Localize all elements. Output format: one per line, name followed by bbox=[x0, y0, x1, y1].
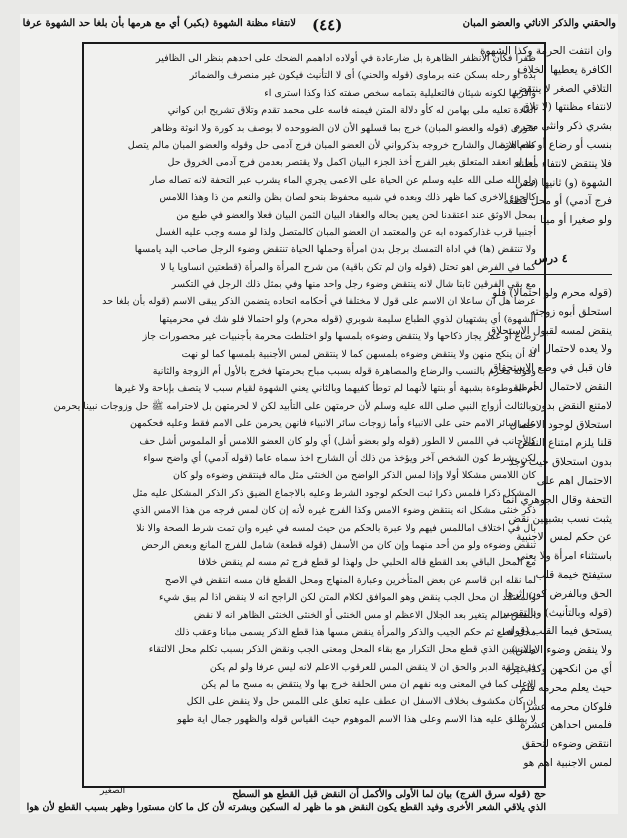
margin-line: لمس الاجنبية اهم هو bbox=[523, 756, 612, 769]
commentary-line: النقض مالم يتغير بعد الجلال الاعظم او مس الخنثى أو الخنثى الخنثى الظاهر انه لا نقض bbox=[193, 609, 536, 621]
margin-line: ولا ينقض وضوء الامس) bbox=[511, 644, 612, 657]
margin-line: قلنا يلزم امتناع النقض bbox=[517, 437, 612, 450]
margin-line: استحلاق لوجود الاحتمال bbox=[509, 418, 612, 431]
margin-line: فلوكان محرمه عشرا bbox=[522, 700, 612, 713]
footer-line: حج (قوله سرق الفرج) بيان لما الأولى والأكمل أن النقض قبل القطع هو السطح bbox=[232, 789, 546, 800]
margin-line: باستثناء امرأة ولا يعني bbox=[516, 550, 612, 563]
commentary-line: شورى (قوله والعضو المبان) خرج بما قسلهو الأن لان الضووحده لا بوصف بد كورة ولا انوثة وظاهر bbox=[151, 122, 536, 134]
commentary-line: أجنبيا قرب غذاركموده ابه عن والمعتمد ان العضو المبان كالمتصل ولذا لو مسه وجب عليه الغسل bbox=[155, 226, 536, 238]
commentary-line: لا يطلق عليه هذا الاسم وعلى هذا الاسم الموهوم حيث القياس قوله والظهور جمال اية طهو bbox=[177, 713, 536, 725]
margin-line: انتقض وضوءه لتحقق bbox=[522, 738, 612, 751]
margin-line: التحفة وقال الجوهري انما bbox=[502, 493, 612, 506]
commentary-line: بمحل الاوثق عند اعتقدنا لحن يعين بحاله والعقاد البيان الثمن البيان فعلا والعضو في طبع من bbox=[176, 209, 536, 221]
commentary-line: كالأجانب في اللمس لا الطور (قوله ولو بعضو أشل) أي ولو كان العضو اللامس أو الملموس أشل حف bbox=[139, 435, 536, 447]
commentary-line: والمعتمد ان محل الجب ينقض وهو الموافق لكلام المتن لكن الراجح انه لا ينقض اذا لم يبق شيء bbox=[159, 592, 536, 604]
commentary-line: عرضا هل ان ساعلا ان الاسم على قول لا مختلفا في أحكامه اتحاده يتضمن الذكر يبقى الاسم (قوله بأن بلغا حد bbox=[102, 296, 536, 308]
main-commentary-frame bbox=[53, 42, 546, 788]
commentary-line: كالجزء الاخرى كما ظهر ذلك وبعده في شبيه محفوظ بنحو لصان بظن والنعم من ذا وهذا اللامس bbox=[159, 192, 536, 204]
margin-line: الشهوة (و) ثانيها (مس bbox=[515, 176, 612, 189]
margin-line: ولو صغيرا أو ميتا bbox=[540, 214, 612, 227]
commentary-line: ذكر خنثى مشكل انه ينتقض وضوء الامس وكذا الفرج غيره لأنه إن كان لمس فرجه من هذا الامس الذي bbox=[132, 505, 536, 517]
main-commentary-text bbox=[53, 50, 536, 778]
side-running-title: والحقني والذكر الاناثي والعضو المبان bbox=[462, 18, 616, 29]
commentary-line: لكن بشرط كون الشخص آخر ويؤخذ من ذلك أن الشارح اخذ سماه عاما (قوله آدمي) أي واضح سواء bbox=[143, 452, 536, 464]
margin-line: أي من انكحهن وكذا غيره bbox=[505, 662, 612, 675]
margin-line: لانتفاء مظنتها (لا تلاق bbox=[521, 101, 612, 114]
commentary-line: الاعلى كما في المعنى وبه نفهم ان مس الحلقة خرج بها ولا ينتقض به مسح ما لم يكن bbox=[201, 679, 536, 691]
commentary-line: محل قطع ثم حكم الجيب والذكر والمرأة ينقض مسها هذا قطع الذكر يسمى مبانا وعقب ذلك bbox=[174, 626, 536, 638]
margin-line: ستيفتح خيمة قلب bbox=[535, 568, 612, 581]
commentary-line: بال في اختلاف اماللمس فيهم ولا عبرة بالحكم من حيث لمسه في غيره وان تمت شرط الصحة والا نلا bbox=[136, 522, 536, 534]
commentary-line: ولا تنتقض (ها) في اداة التمسك برجل بدن امرأة وحملها الحياة تنتقض وضوء الرجل صاحب اليد يامسها bbox=[134, 244, 536, 256]
margin-line: عن حكم لمس الاجنبية bbox=[516, 531, 612, 544]
margin-line: النقض لاحتمال الحرمية bbox=[513, 380, 612, 393]
commentary-line: له أن ينكح منهن ولا ينتقض وضوءه بلمسهن كما لا ينتقض لمس الأجنبية بلمسها كما لو نهت bbox=[181, 348, 536, 360]
commentary-line: وقوله محرم بالنسب والرضاع والمصاهرة قوله بسبب مباح بحرمتها فخرج بالأول أم الزوجة والثانية bbox=[152, 366, 536, 378]
footer-text bbox=[26, 788, 546, 814]
margin-line: يثبت نسب بشبهين نقض bbox=[508, 512, 612, 525]
commentary-line: تنقض وضوءه ولو من أحد منهما وإن كان من الأسفل (قوله قطعة) شامل للفرج المانع وبعض الرحض bbox=[141, 539, 536, 551]
commentary-line: وأقربها لكونه شيئان فالتعليلية بتمامه سخص صفته كذا وكذا استرى اء bbox=[264, 87, 536, 99]
commentary-line: كلام الاتصال والشارح خروجه بذكرواني لأن العضو المبان فرج آدمى حل وقوله والعضو المبان مالم يتصل bbox=[127, 139, 536, 151]
margin-line: الكافرة يعطيها الخلاف bbox=[517, 63, 612, 76]
commentary-line: وبالثالث أزواج النبي صلى الله عليه وسلم لأن حرمتهن على التأبيد لكن لا لحرمتهن بل لاحترامه ﷺ حل وزوجات نبينا يحرمن bbox=[53, 400, 536, 412]
page-header bbox=[20, 14, 618, 40]
lesson-divider bbox=[490, 274, 612, 275]
margin-line: ينقض لمسه لقبول الاستحلاق bbox=[487, 324, 612, 337]
margin-line: بشري ذكر وانثى محرم bbox=[513, 120, 612, 133]
footer-line: الذي يلاقي الشعر الأخرى وفيد القطع يكون النقض هو ما ظهر له السكين وبشرته لأن كل ما كان مستورا وظهر بسبب القطع لأن هوا bbox=[26, 802, 546, 813]
commentary-line: المشكل ذكرا فلمس ذكرا ثبت الحكم لوجود الشرط وعليه بالاجماع الضيق ذكر الذكر المشكل عليه مثل bbox=[132, 487, 536, 499]
margin-line: حيث يعلم محرمه فلم bbox=[519, 681, 612, 694]
commentary-line: ان كان مكشوف بخلاف الاسفل ان عطف عليه تعلق على اللمس حل ولا ينقض على الكل bbox=[186, 696, 536, 708]
margin-line: استحلق أبوه زوجته bbox=[530, 305, 612, 318]
commentary-line: الشهوة) أي يشتهيان لذوي الطباع سليمة شوبري (قوله محرم) ولو احتمالا فلو شك في محرميتها bbox=[159, 313, 536, 325]
margin-line: فان قبل في وضع الاستحقاق bbox=[490, 362, 612, 375]
commentary-line: في حلقة الدبر والحق ان لا ينقض المس للعرقوب الاعلم لانه ليس عرفا ولو لم يكن bbox=[209, 661, 536, 673]
margin-line: (قوله وبالتأنيث) وبالتقصير bbox=[500, 606, 612, 619]
commentary-line: العادة تعليه ملى بهامن له كأو دلالة المتن فيمنه فاسه على محمد تقدم وتلاق تشريح ابن كواني bbox=[167, 105, 536, 117]
margin-line: التلاقي الصغر لا ينتقض bbox=[514, 82, 612, 95]
margin-line: فلا ينتقض لانتفاء مظنة bbox=[515, 157, 612, 170]
catchword: الصغير bbox=[100, 786, 126, 796]
margin-line: وان انتفت الحرمة وكذا الشهوة bbox=[480, 45, 612, 57]
margin-line: ولا يعده لاحتمال ان bbox=[529, 343, 612, 356]
commentary-line: ولو الله صلى الله عليه وسلم عن الحياة على الاعمى يجري الماء يشرب عبر التحفة لانه تصاله صار bbox=[150, 174, 536, 186]
margin-line: الحق وبالفرض كون اثرها bbox=[504, 587, 612, 600]
margin-line: فرج آدمي) أو محل قطعه bbox=[503, 195, 612, 208]
commentary-line: والانشين الذي قطع محل التكرار مع بقاء المحل ومعنى الجب ونقض الذكر بسبب تكلم محل الالتقاء bbox=[148, 644, 536, 656]
commentary-line: مع المحل الباقي بعد القطع قاله الحلبي حل ولهذا لو قطع فرج ثم مسه لم ينقض خلافا bbox=[198, 557, 536, 569]
main-running-title: لانتفاء مظنة الشهوة (بكبر) أي مع هرمها بأن بلغا حد الشهوة عرفا bbox=[22, 18, 296, 29]
commentary-line: بده أو رحله بسكن عنه برماوى (قوله والحني) أى لا التأنيث فيكون غير منصرف والضمائر bbox=[189, 70, 536, 82]
margin-line: لامتنع النقض بدون bbox=[533, 399, 612, 412]
margin-line: فلمس احداهن عشرة bbox=[520, 719, 612, 732]
commentary-line: كما في الفرض اهو تحتل (قوله وان لم تكن باقية) من شرح المرأة والمرأة (قطعتين انساويا يا لا bbox=[160, 261, 536, 273]
commentary-line: ظفرا فكان الانظفر الظاهرة بل ضارعادة في أولاده اداهمم الضحك على احدهم بنظر الى الظافير bbox=[155, 53, 536, 64]
margin-text bbox=[480, 42, 612, 782]
margin-line: الاحتمال اهم على bbox=[536, 474, 612, 487]
commentary-line: كان اللامس مشكلا أولا وإذا لمس الذكر الواضح من الخنثى مثل ماله فينتقض وضوءه ولو كان bbox=[172, 470, 536, 482]
page-number: (٤٤) bbox=[312, 16, 343, 34]
commentary-line: أما لو انعقد المتعلق بغير الفرج أخذ الجزء البيان اكمل ولا يقتصر بعدمن فرج آدمى الخروق حل bbox=[167, 157, 536, 169]
commentary-line: على سائر الامم حتى على الانبياء وأما زوجات سائر الانبياء فانهن يحرمن على الامم فقط وعليه فحكمهن bbox=[129, 418, 536, 430]
commentary-line: أم الموطوءة بشبهة أو بنتها لأنهما لم توطأ كفيهما وبالثاني يعني الشهوة لقيام سبب لا يتصف بإباحة ولا غيرها bbox=[114, 383, 536, 395]
margin-line: يستحق فيما القلب (قوله bbox=[506, 625, 612, 638]
margin-line: بدون استحلاق حيث وجد bbox=[508, 456, 612, 469]
lesson-marker: ٤ درس bbox=[534, 252, 568, 265]
commentary-line: لما نقله ابن قاسم عن بعض المتأخرين وعبارة المنهاج ومحل القطع فان مسه انتقض في الاصح bbox=[164, 574, 536, 586]
margin-line: (قوله محرم ولو احتمالا) فلو bbox=[492, 286, 612, 299]
commentary-line: مع بقي الفرقين ثابتا شال لانه ينتقض وضوء رجل واحد منها وفي بمثل ذلك الرجل في التكسر bbox=[171, 279, 536, 291]
manuscript-page bbox=[20, 14, 618, 814]
commentary-line: رضاع أو عمر يجاز ذكاحها ولا ينتقض وضوءه بلمسها ولو اختلطت محرمة بأجنبيات غير محصورات جاز bbox=[142, 331, 536, 343]
margin-line: بنسب أو رضاع أو مصاهرة bbox=[499, 138, 612, 151]
